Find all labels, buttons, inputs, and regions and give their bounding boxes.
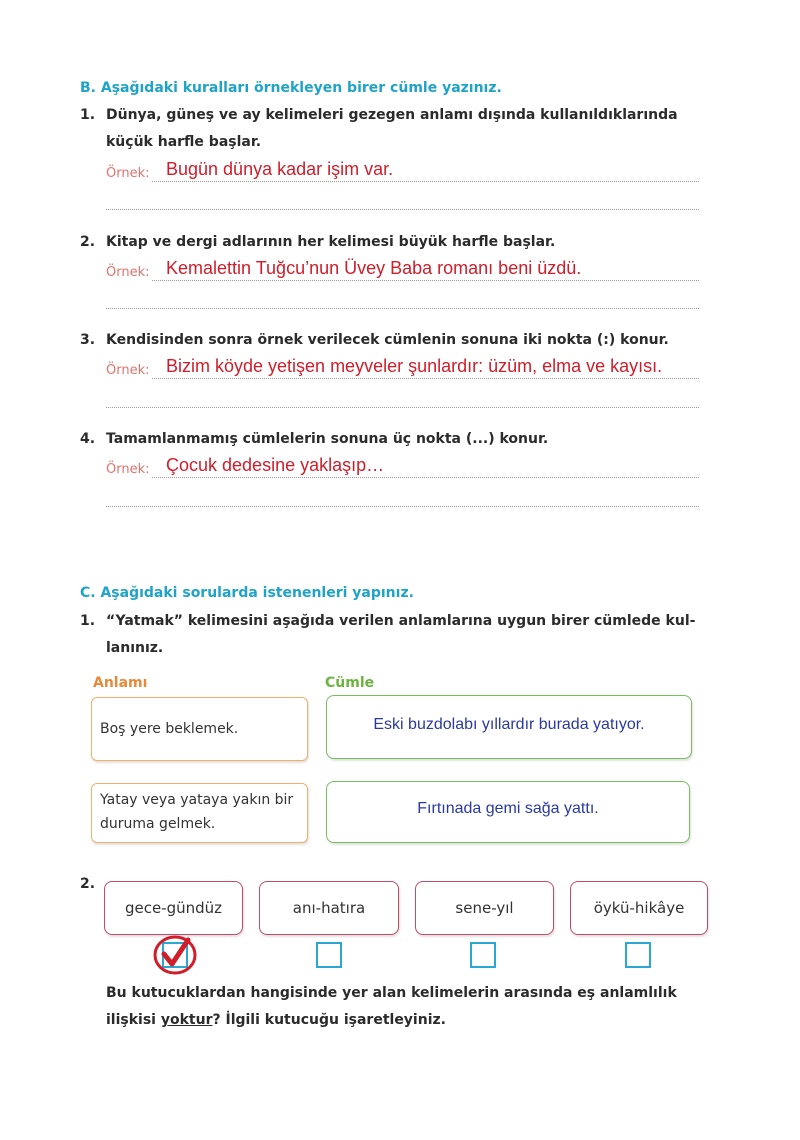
checkbox-ani-hatira[interactable] <box>316 942 342 968</box>
sentence-column-header: Cümle <box>325 675 375 691</box>
option-gece-gunduz: gece-gündüz <box>104 881 243 935</box>
checked-checkbox[interactable] <box>151 932 199 976</box>
question-text-line2: lanınız. <box>106 640 164 656</box>
sentence-text: Fırtınada gemi sağa yattı. <box>417 800 599 817</box>
section-b-item-2 <box>80 229 720 256</box>
option-ani-hatira: anı-hatıra <box>259 881 399 935</box>
meaning-column-header: Anlamı <box>93 675 148 691</box>
meaning-text: Boş yere beklemek. <box>100 721 239 737</box>
question-2-line2-a: ilişkisi <box>106 1012 161 1028</box>
item-text-line1: Dünya, güneş ve ay kelimeleri gezegen anlamı dışında kullanıldıklarında <box>106 107 678 123</box>
answer-line <box>152 477 699 478</box>
meaning-text-line2: duruma gelmek. <box>100 816 216 832</box>
item-text-line1: Kitap ve dergi adlarının her kelimesi büyük harfle başlar. <box>106 234 556 250</box>
option-oyku-hikaye: öykü-hikâye <box>570 881 708 935</box>
check-mark-icon <box>151 932 199 976</box>
question-2-text <box>106 980 706 1034</box>
section-c-question-1 <box>80 608 720 662</box>
sentence-text: Eski buzdolabı yıllardır burada yatıyor. <box>373 716 645 733</box>
question-2-line2 <box>106 1007 706 1034</box>
ornek-label: Örnek: <box>106 166 150 181</box>
question-2-line1: Bu kutucuklardan hangisinde yer alan kelimelerin arasında eş anlamlılık <box>106 985 677 1001</box>
checkbox-oyku-hikaye[interactable] <box>625 942 651 968</box>
question-number: 1. <box>80 613 96 629</box>
item-text-line2: küçük harfle başlar. <box>106 134 262 150</box>
item-number: 4. <box>80 431 96 447</box>
section-b-item-1 <box>80 102 720 162</box>
section-c-title: C. Aşağıdaki sorularda istenenleri yapınız. <box>80 585 414 601</box>
answer-line <box>152 181 699 182</box>
answer-3[interactable]: Bizim köyde yetişen meyveler şunlardır: üzüm, elma ve kayısı. <box>166 356 663 376</box>
item-text-line1: Kendisinden sonra örnek verilecek cümlenin sonuna iki nokta (:) konur. <box>106 332 669 348</box>
answer-line <box>106 308 699 309</box>
item-number: 3. <box>80 332 96 348</box>
meaning-box-2 <box>91 783 308 843</box>
answer-1[interactable]: Bugün dünya kadar işim var. <box>166 159 394 179</box>
item-text-line1: Tamamlanmamış cümlelerin sonuna üç nokta (...) konur. <box>106 431 549 447</box>
item-number: 1. <box>80 107 96 123</box>
checkbox-sene-yil[interactable] <box>470 942 496 968</box>
item-number: 2. <box>80 234 96 250</box>
answer-line <box>106 506 699 507</box>
meaning-text-line1: Yatay veya yataya yakın bir <box>100 792 294 808</box>
question-2-number: 2. <box>80 876 96 892</box>
sentence-box-2[interactable] <box>326 781 690 843</box>
section-b-title: B. Aşağıdaki kuralları örnekleyen birer cümle yazınız. <box>80 80 502 96</box>
section-b-item-4 <box>80 426 720 453</box>
answer-2[interactable]: Kemalettin Tuğcu’nun Üvey Baba romanı beni üzdü. <box>166 258 582 278</box>
answer-line <box>106 209 699 210</box>
meaning-box-1 <box>91 697 308 761</box>
question-2-line2-c: ? İlgili kutucuğu işaretleyiniz. <box>212 1012 446 1028</box>
question-text-line1: “Yatmak” kelimesini aşağıda verilen anlamlarına uygun birer cümlede kul- <box>106 613 696 629</box>
ornek-label: Örnek: <box>106 462 150 477</box>
emphasis-yoktur: yoktur <box>160 1012 213 1028</box>
answer-line <box>152 378 699 379</box>
answer-line <box>106 407 699 408</box>
section-b-item-3 <box>80 327 720 354</box>
ornek-label: Örnek: <box>106 265 150 280</box>
answer-4[interactable]: Çocuk dedesine yaklaşıp… <box>166 455 385 475</box>
sentence-box-1[interactable] <box>326 695 692 759</box>
option-sene-yil: sene-yıl <box>415 881 554 935</box>
answer-line <box>152 280 699 281</box>
ornek-label: Örnek: <box>106 363 150 378</box>
